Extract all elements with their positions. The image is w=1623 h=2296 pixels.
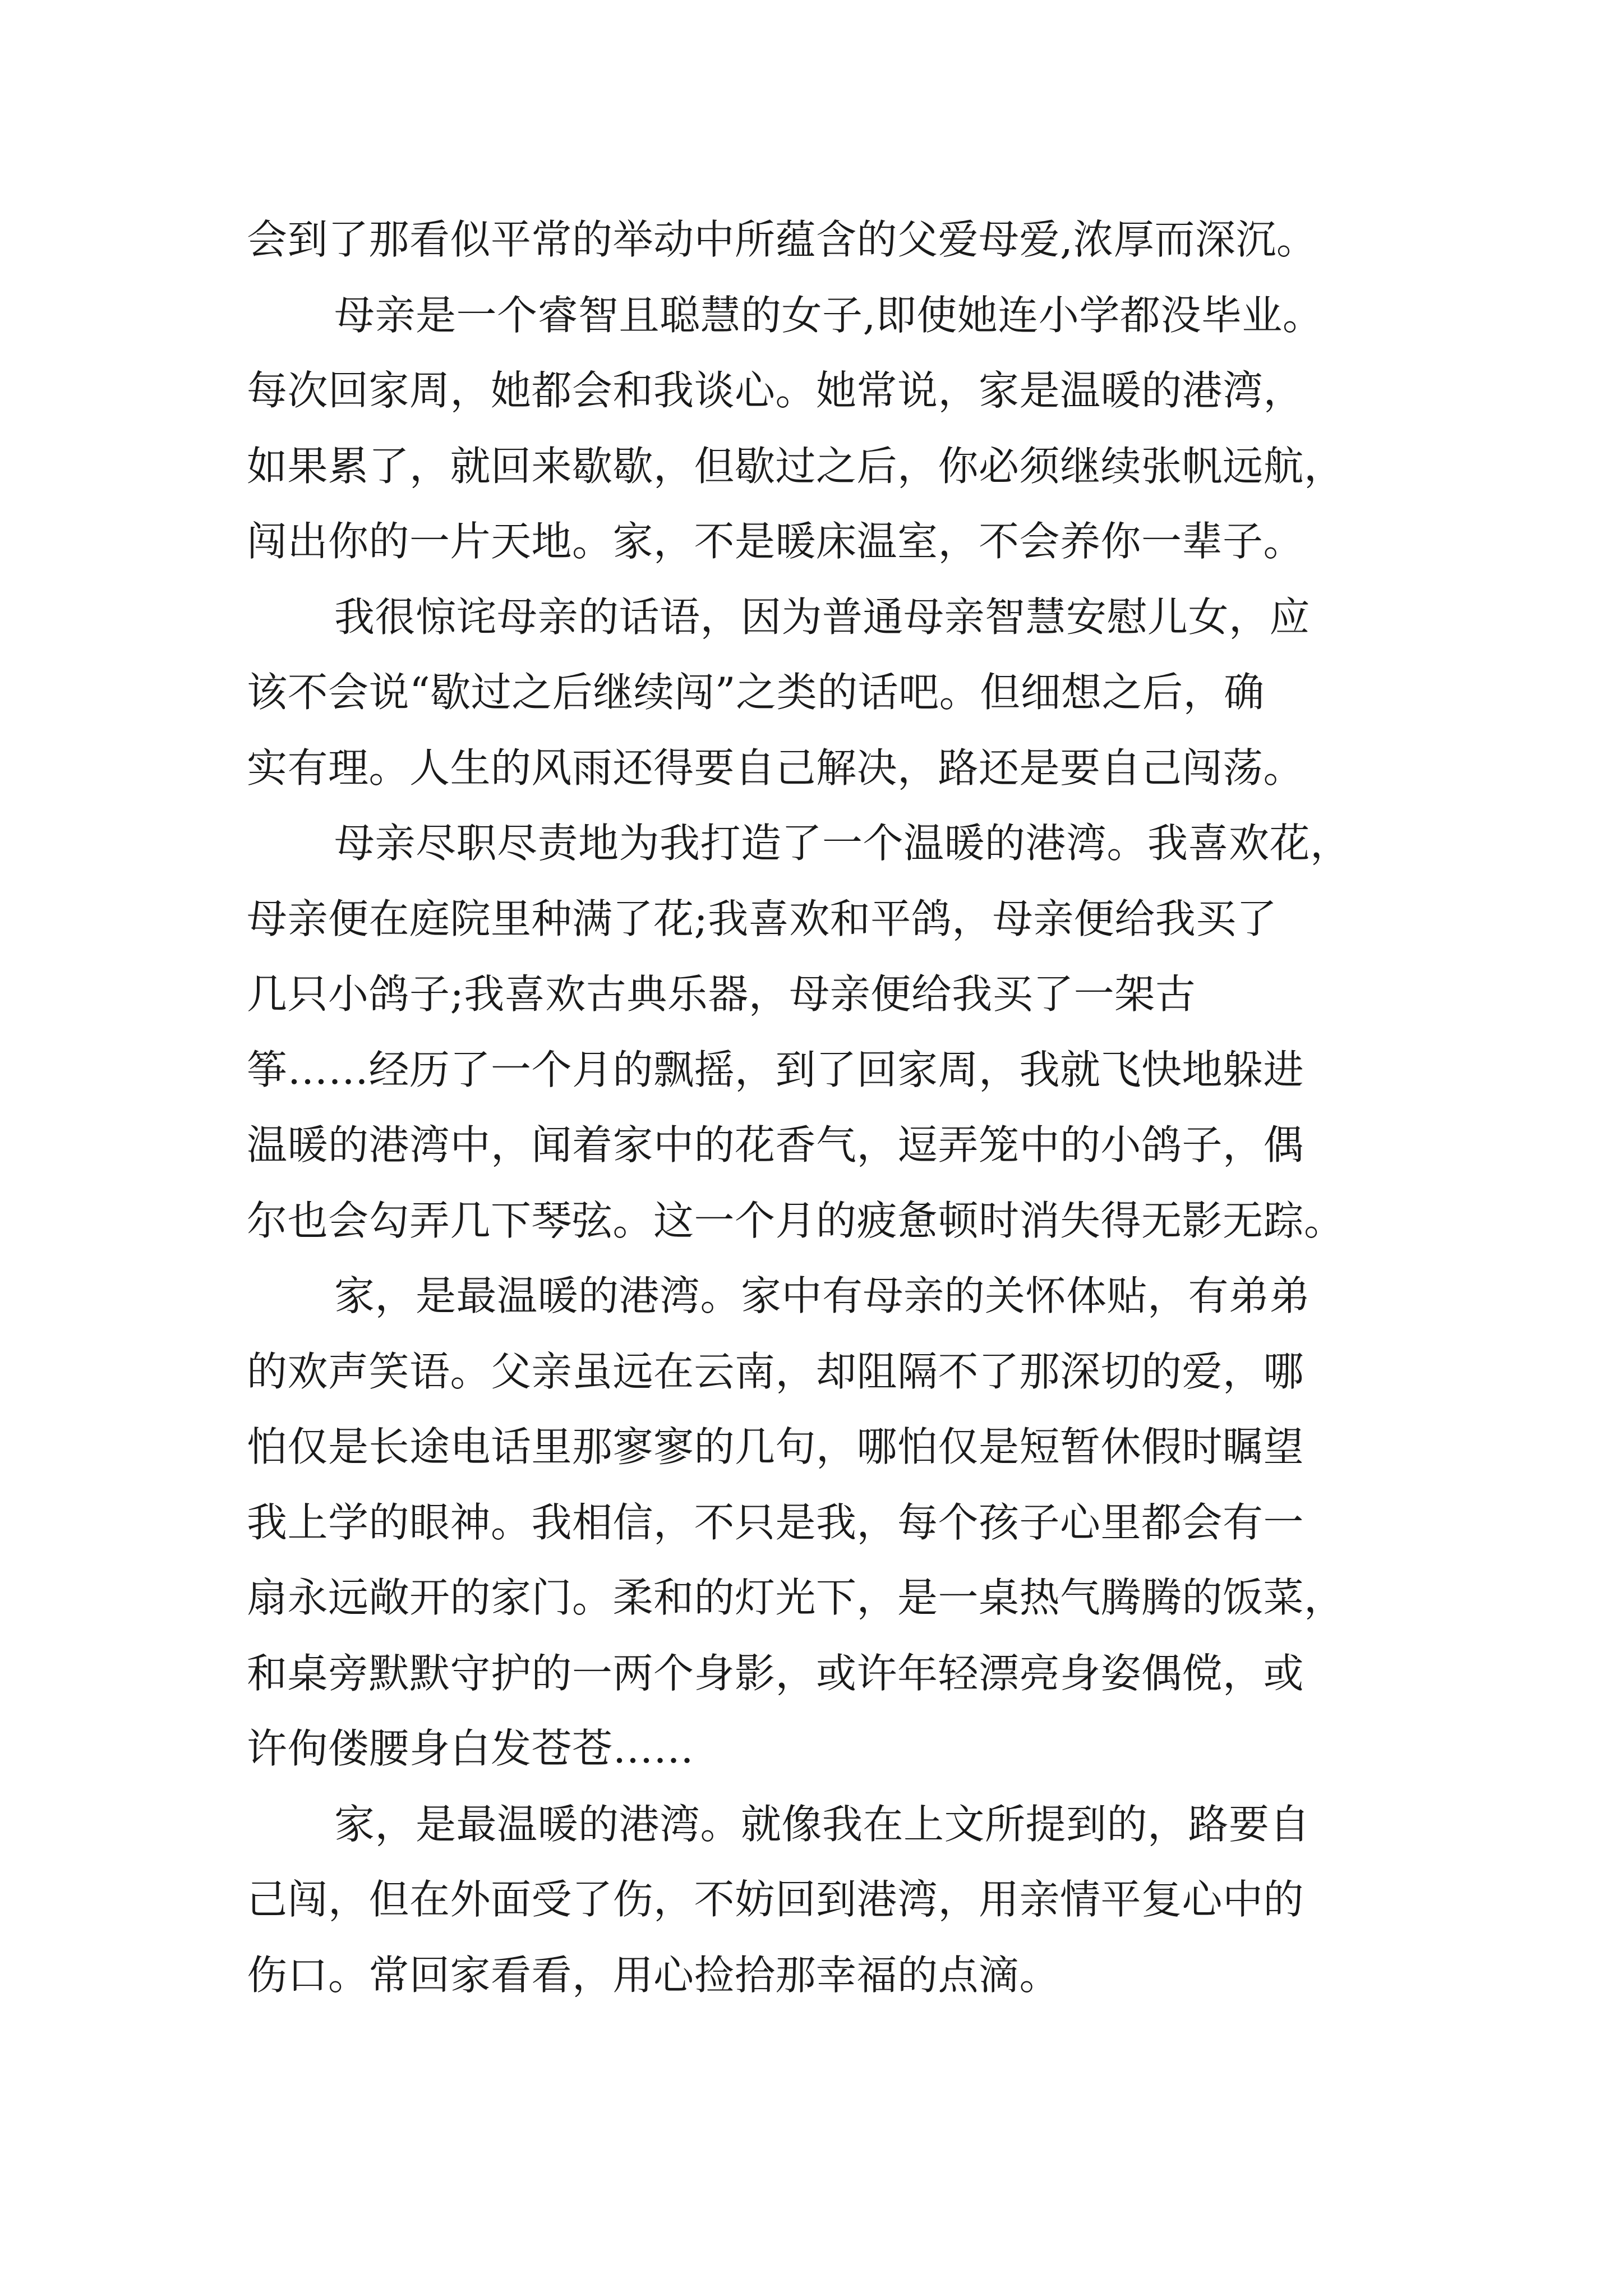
text-line: 扇永远敞开的家门。柔和的灯光下，是一桌热气腾腾的饭菜， <box>247 1574 1345 1621</box>
text-line: 家，是最温暖的港湾。就像我在上文所提到的，路要自 <box>334 1800 1311 1848</box>
text-line: 实有理。人生的风雨还得要自己解决，路还是要自己闯荡。 <box>247 744 1304 792</box>
text-line: 家，是最温暖的港湾。家中有母亲的关怀体贴，有弟弟 <box>334 1272 1311 1319</box>
text-line: 闯出你的一片天地。家，不是暖床温室，不会养你一辈子。 <box>247 518 1304 565</box>
text-line: 母亲是一个睿智且聪慧的女子,即使她连小学都没毕业。 <box>334 291 1324 339</box>
paragraph-mother-wisdom <box>247 278 1413 579</box>
text-line: 尔也会勾弄几下琴弦。这一个月的疲惫顿时消失得无影无踪。 <box>247 1197 1345 1244</box>
text-line: 的欢声笑语。父亲虽远在云南，却阻隔不了那深切的爱，哪 <box>247 1347 1304 1395</box>
text-line: 筝……经历了一个月的飘摇，到了回家周，我就飞快地躲进 <box>247 1046 1304 1093</box>
text-line: 如果累了，就回来歇歇，但歇过之后，你必须继续张帆远航， <box>247 442 1345 490</box>
paragraph-continuation <box>247 202 1413 278</box>
paragraph-family <box>247 1258 1413 1787</box>
text-line: 每次回家周，她都会和我谈心。她常说，家是温暖的港湾， <box>247 367 1304 414</box>
paragraph-warm-harbor <box>247 806 1413 1258</box>
text-line: 伤口。常回家看看，用心捡拾那幸福的点滴。 <box>247 1951 1061 1999</box>
essay-body <box>247 202 1413 2013</box>
paragraph-conclusion <box>247 1787 1413 2013</box>
text-line: 许佝偻腰身白发苍苍…… <box>247 1725 694 1772</box>
text-line: 怕仅是长途电话里那寥寥的几句，哪怕仅是短暂休假时瞩望 <box>247 1423 1304 1470</box>
text-line: 我上学的眼神。我相信，不只是我，每个孩子心里都会有一 <box>247 1498 1304 1546</box>
text-line: 几只小鸽子;我喜欢古典乐器，母亲便给我买了一架古 <box>247 970 1196 1018</box>
text-line: 母亲尽职尽责地为我打造了一个温暖的港湾。我喜欢花， <box>334 820 1351 867</box>
text-line: 和桌旁默默守护的一两个身影，或许年轻漂亮身姿偶傥，或 <box>247 1649 1304 1697</box>
text-line: 会到了那看似平常的举动中所蕴含的父爱母爱,浓厚而深沉。 <box>247 216 1317 263</box>
text-line: 温暖的港湾中，闻着家中的花香气，逗弄笼中的小鸽子，偶 <box>247 1121 1304 1168</box>
text-line: 该不会说“歇过之后继续闯”之类的话吧。但细想之后，确 <box>247 669 1265 716</box>
text-line: 己闯，但在外面受了伤，不妨回到港湾，用亲情平复心中的 <box>247 1876 1304 1923</box>
text-line: 我很惊诧母亲的话语，因为普通母亲智慧安慰儿女，应 <box>334 593 1311 641</box>
text-line: 母亲便在庭院里种满了花;我喜欢和平鸽，母亲便给我买了 <box>247 895 1278 942</box>
paragraph-surprise <box>247 579 1413 806</box>
